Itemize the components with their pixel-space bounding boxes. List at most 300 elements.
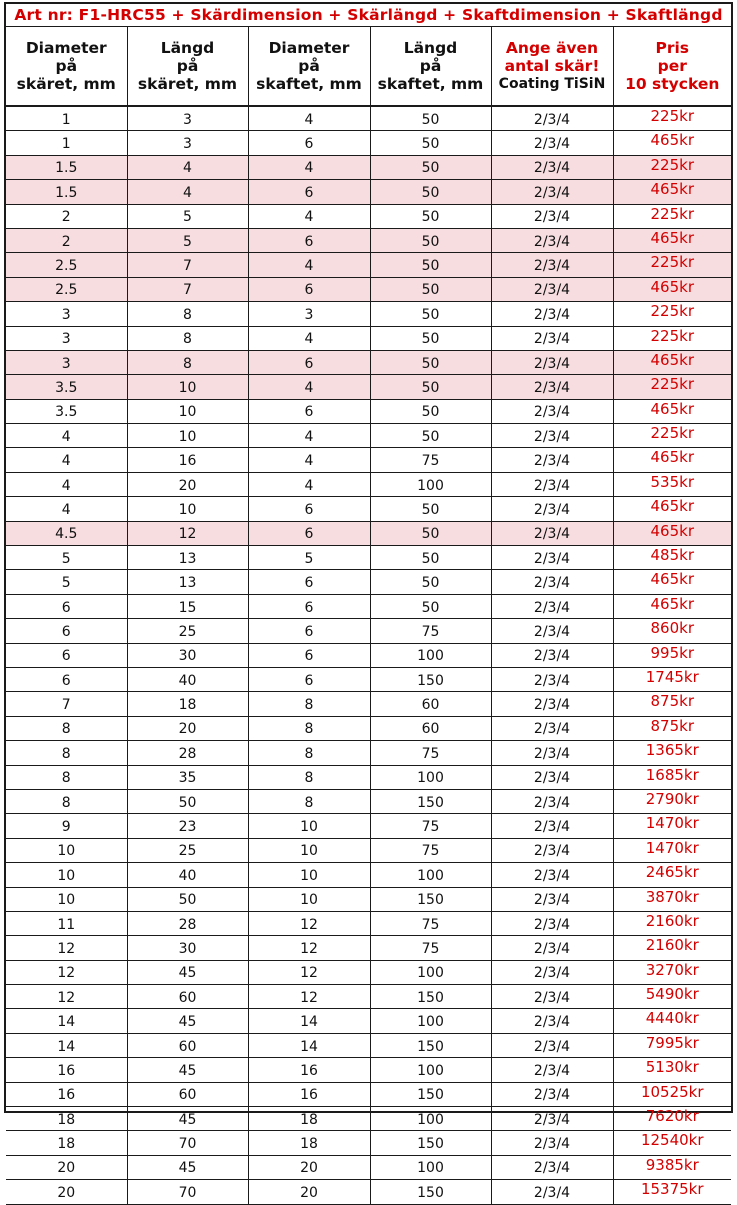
shank-length-cell: 100 [370,863,491,887]
shank-length-cell: 150 [370,789,491,813]
table-row [6,911,731,935]
table-row [6,960,731,984]
flute-options-cell: 2/3/4 [491,667,613,691]
price-cell: 4440kr [613,1009,731,1033]
shank-length-cell: 100 [370,1058,491,1082]
flute-options-cell: 2/3/4 [491,765,613,789]
shank-diameter-cell: 6 [248,667,370,691]
cutter-length-cell: 4 [127,180,248,204]
shank-diameter-cell: 4 [248,472,370,496]
header-row [6,27,731,106]
shank-length-cell: 60 [370,716,491,740]
flute-options-cell: 2/3/4 [491,497,613,521]
shank-length-cell: 100 [370,472,491,496]
cutter-diameter-cell: 4 [6,424,127,448]
table-row [6,936,731,960]
shank-length-cell: 150 [370,1082,491,1106]
cutter-diameter-cell: 16 [6,1058,127,1082]
cutter-length-cell: 60 [127,1033,248,1057]
cutter-diameter-cell: 3.5 [6,375,127,399]
shank-length-cell: 50 [370,375,491,399]
cutter-length-cell: 10 [127,424,248,448]
cutter-length-cell: 12 [127,521,248,545]
table-row [6,1180,731,1204]
table-row [6,424,731,448]
shank-length-cell: 75 [370,619,491,643]
cutter-diameter-cell: 1 [6,106,127,131]
price-cell: 225kr [613,424,731,448]
flute-options-cell: 2/3/4 [491,1107,613,1131]
flute-options-cell: 2/3/4 [491,1058,613,1082]
table-row [6,814,731,838]
cutter-diameter-cell: 3 [6,302,127,326]
cutter-length-cell: 30 [127,936,248,960]
shank-length-cell: 50 [370,253,491,277]
price-cell: 225kr [613,106,731,131]
price-cell: 225kr [613,326,731,350]
cutter-diameter-cell: 10 [6,863,127,887]
table-row [6,985,731,1009]
shank-diameter-cell: 16 [248,1082,370,1106]
cutter-length-cell: 45 [127,1058,248,1082]
price-cell: 7620kr [613,1107,731,1131]
cutter-diameter-cell: 5 [6,546,127,570]
cutter-length-cell: 70 [127,1131,248,1155]
table-row [6,863,731,887]
flute-options-cell: 2/3/4 [491,204,613,228]
cutter-length-cell: 40 [127,863,248,887]
table-row [6,1131,731,1155]
header-cutter-length: Längd på skäret, mm [127,27,248,106]
shank-length-cell: 50 [370,131,491,155]
table-row [6,887,731,911]
shank-diameter-cell: 6 [248,131,370,155]
cutter-diameter-cell: 1 [6,131,127,155]
cutter-length-cell: 13 [127,570,248,594]
cutter-diameter-cell: 14 [6,1033,127,1057]
cutter-length-cell: 3 [127,131,248,155]
shank-length-cell: 150 [370,1180,491,1204]
shank-diameter-cell: 5 [248,546,370,570]
flute-options-cell: 2/3/4 [491,326,613,350]
cutter-diameter-cell: 6 [6,619,127,643]
cutter-length-cell: 40 [127,667,248,691]
table-row [6,180,731,204]
shank-diameter-cell: 4 [248,106,370,131]
cutter-length-cell: 25 [127,619,248,643]
price-cell: 465kr [613,350,731,374]
table-row [6,594,731,618]
price-cell: 465kr [613,448,731,472]
shank-length-cell: 75 [370,741,491,765]
shank-length-cell: 150 [370,985,491,1009]
shank-length-cell: 100 [370,1155,491,1179]
shank-length-cell: 75 [370,838,491,862]
cutter-length-cell: 7 [127,253,248,277]
cutter-length-cell: 15 [127,594,248,618]
cutter-length-cell: 25 [127,838,248,862]
cutter-length-cell: 13 [127,546,248,570]
cutter-length-cell: 7 [127,277,248,301]
flute-options-cell: 2/3/4 [491,424,613,448]
cutter-length-cell: 3 [127,106,248,131]
price-cell: 465kr [613,570,731,594]
shank-length-cell: 50 [370,546,491,570]
price-cell: 10525kr [613,1082,731,1106]
shank-length-cell: 50 [370,204,491,228]
price-cell: 465kr [613,131,731,155]
shank-diameter-cell: 18 [248,1107,370,1131]
table-row [6,472,731,496]
table-row [6,570,731,594]
price-cell: 465kr [613,521,731,545]
shank-length-cell: 75 [370,448,491,472]
price-cell: 1365kr [613,741,731,765]
shank-diameter-cell: 6 [248,570,370,594]
table-body [6,106,731,1204]
shank-diameter-cell: 4 [248,326,370,350]
flute-options-cell: 2/3/4 [491,570,613,594]
table-row [6,741,731,765]
table-row [6,375,731,399]
cutter-diameter-cell: 6 [6,667,127,691]
flute-options-cell: 2/3/4 [491,106,613,131]
flute-options-cell: 2/3/4 [491,838,613,862]
flute-options-cell: 2/3/4 [491,180,613,204]
header-shank-length: Längd på skaftet, mm [370,27,491,106]
cutter-length-cell: 8 [127,326,248,350]
shank-length-cell: 50 [370,302,491,326]
flute-options-cell: 2/3/4 [491,643,613,667]
table-row [6,326,731,350]
price-cell: 465kr [613,228,731,252]
table-row [6,716,731,740]
cutter-length-cell: 50 [127,789,248,813]
shank-diameter-cell: 6 [248,497,370,521]
cutter-diameter-cell: 2 [6,204,127,228]
shank-diameter-cell: 6 [248,228,370,252]
cutter-length-cell: 4 [127,155,248,179]
shank-diameter-cell: 6 [248,594,370,618]
table-row [6,253,731,277]
flute-options-cell: 2/3/4 [491,936,613,960]
flute-options-cell: 2/3/4 [491,302,613,326]
shank-diameter-cell: 14 [248,1009,370,1033]
shank-diameter-cell: 8 [248,765,370,789]
shank-diameter-cell: 12 [248,985,370,1009]
cutter-length-cell: 23 [127,814,248,838]
flute-options-cell: 2/3/4 [491,155,613,179]
table-row [6,1058,731,1082]
table-row [6,1009,731,1033]
price-cell: 2465kr [613,863,731,887]
shank-length-cell: 50 [370,350,491,374]
cutter-diameter-cell: 18 [6,1131,127,1155]
price-table [6,27,731,1205]
price-cell: 465kr [613,594,731,618]
shank-diameter-cell: 10 [248,863,370,887]
cutter-diameter-cell: 16 [6,1082,127,1106]
table-row [6,1082,731,1106]
cutter-diameter-cell: 9 [6,814,127,838]
price-cell: 225kr [613,302,731,326]
cutter-length-cell: 45 [127,1107,248,1131]
price-list-sheet [4,2,733,1201]
shank-length-cell: 60 [370,692,491,716]
shank-length-cell: 50 [370,228,491,252]
flute-options-cell: 2/3/4 [491,985,613,1009]
cutter-diameter-cell: 1.5 [6,155,127,179]
flute-options-cell: 2/3/4 [491,1009,613,1033]
cutter-diameter-cell: 20 [6,1180,127,1204]
cutter-length-cell: 10 [127,497,248,521]
shank-length-cell: 50 [370,326,491,350]
table-row [6,448,731,472]
shank-length-cell: 50 [370,497,491,521]
flute-options-cell: 2/3/4 [491,1155,613,1179]
cutter-length-cell: 28 [127,741,248,765]
cutter-length-cell: 45 [127,1009,248,1033]
price-cell: 535kr [613,472,731,496]
shank-length-cell: 100 [370,1107,491,1131]
shank-length-cell: 100 [370,643,491,667]
shank-length-cell: 50 [370,570,491,594]
table-row [6,1107,731,1131]
shank-diameter-cell: 10 [248,887,370,911]
table-row [6,619,731,643]
cutter-diameter-cell: 7 [6,692,127,716]
flute-options-cell: 2/3/4 [491,911,613,935]
cutter-length-cell: 50 [127,887,248,911]
cutter-length-cell: 20 [127,716,248,740]
shank-length-cell: 50 [370,521,491,545]
cutter-diameter-cell: 1.5 [6,180,127,204]
cutter-diameter-cell: 8 [6,741,127,765]
shank-diameter-cell: 12 [248,960,370,984]
shank-diameter-cell: 6 [248,619,370,643]
cutter-length-cell: 5 [127,204,248,228]
shank-diameter-cell: 8 [248,741,370,765]
price-cell: 1745kr [613,667,731,691]
price-cell: 225kr [613,375,731,399]
price-cell: 875kr [613,716,731,740]
price-cell: 875kr [613,692,731,716]
price-cell: 465kr [613,497,731,521]
flute-options-cell: 2/3/4 [491,277,613,301]
price-cell: 1685kr [613,765,731,789]
header-flutes-coating: Ange även antal skär! Coating TiSiN [491,27,613,106]
flute-options-cell: 2/3/4 [491,375,613,399]
flute-options-cell: 2/3/4 [491,228,613,252]
shank-length-cell: 100 [370,1009,491,1033]
table-row [6,302,731,326]
cutter-length-cell: 60 [127,1082,248,1106]
price-cell: 12540kr [613,1131,731,1155]
table-row [6,155,731,179]
cutter-diameter-cell: 8 [6,765,127,789]
price-cell: 3870kr [613,887,731,911]
cutter-diameter-cell: 14 [6,1009,127,1033]
price-cell: 5490kr [613,985,731,1009]
shank-length-cell: 75 [370,936,491,960]
flute-options-cell: 2/3/4 [491,546,613,570]
flute-options-cell: 2/3/4 [491,521,613,545]
shank-diameter-cell: 20 [248,1155,370,1179]
cutter-length-cell: 30 [127,643,248,667]
table-row [6,204,731,228]
shank-length-cell: 50 [370,180,491,204]
shank-diameter-cell: 14 [248,1033,370,1057]
cutter-diameter-cell: 2.5 [6,277,127,301]
cutter-diameter-cell: 6 [6,643,127,667]
table-row [6,643,731,667]
cutter-length-cell: 70 [127,1180,248,1204]
header-shank-diameter: Diameter på skaftet, mm [248,27,370,106]
cutter-length-cell: 16 [127,448,248,472]
header-price: Pris per 10 stycken [613,27,731,106]
cutter-diameter-cell: 8 [6,789,127,813]
cutter-diameter-cell: 2 [6,228,127,252]
table-row [6,546,731,570]
table-row [6,838,731,862]
flute-options-cell: 2/3/4 [491,448,613,472]
cutter-length-cell: 45 [127,960,248,984]
shank-length-cell: 50 [370,106,491,131]
flute-options-cell: 2/3/4 [491,350,613,374]
price-cell: 485kr [613,546,731,570]
table-row [6,106,731,131]
flute-options-cell: 2/3/4 [491,863,613,887]
cutter-diameter-cell: 20 [6,1155,127,1179]
cutter-length-cell: 18 [127,692,248,716]
cutter-length-cell: 35 [127,765,248,789]
price-cell: 465kr [613,399,731,423]
cutter-length-cell: 10 [127,399,248,423]
price-cell: 2160kr [613,911,731,935]
shank-length-cell: 50 [370,277,491,301]
shank-diameter-cell: 6 [248,350,370,374]
cutter-diameter-cell: 3.5 [6,399,127,423]
shank-diameter-cell: 8 [248,716,370,740]
flute-options-cell: 2/3/4 [491,1082,613,1106]
table-row [6,765,731,789]
table-row [6,789,731,813]
shank-length-cell: 50 [370,594,491,618]
flute-options-cell: 2/3/4 [491,594,613,618]
cutter-diameter-cell: 11 [6,911,127,935]
cutter-diameter-cell: 18 [6,1107,127,1131]
cutter-diameter-cell: 12 [6,985,127,1009]
flute-options-cell: 2/3/4 [491,619,613,643]
price-cell: 7995kr [613,1033,731,1057]
cutter-diameter-cell: 10 [6,838,127,862]
shank-diameter-cell: 16 [248,1058,370,1082]
shank-diameter-cell: 3 [248,302,370,326]
price-cell: 3270kr [613,960,731,984]
flute-options-cell: 2/3/4 [491,399,613,423]
shank-diameter-cell: 4 [248,204,370,228]
cutter-diameter-cell: 3 [6,326,127,350]
table-row [6,399,731,423]
flute-options-cell: 2/3/4 [491,741,613,765]
table-row [6,1155,731,1179]
flute-options-cell: 2/3/4 [491,253,613,277]
flute-options-cell: 2/3/4 [491,789,613,813]
shank-length-cell: 150 [370,887,491,911]
price-cell: 1470kr [613,838,731,862]
cutter-diameter-cell: 5 [6,570,127,594]
cutter-diameter-cell: 4 [6,472,127,496]
table-row [6,667,731,691]
price-cell: 465kr [613,180,731,204]
cutter-length-cell: 45 [127,1155,248,1179]
shank-diameter-cell: 8 [248,789,370,813]
shank-diameter-cell: 8 [248,692,370,716]
shank-diameter-cell: 4 [248,375,370,399]
table-row [6,692,731,716]
shank-length-cell: 50 [370,399,491,423]
price-cell: 225kr [613,155,731,179]
flute-options-cell: 2/3/4 [491,960,613,984]
shank-length-cell: 75 [370,814,491,838]
flute-options-cell: 2/3/4 [491,716,613,740]
cutter-diameter-cell: 3 [6,350,127,374]
shank-diameter-cell: 12 [248,936,370,960]
shank-diameter-cell: 4 [248,448,370,472]
flute-options-cell: 2/3/4 [491,1180,613,1204]
cutter-diameter-cell: 12 [6,936,127,960]
shank-diameter-cell: 10 [248,838,370,862]
price-cell: 225kr [613,204,731,228]
price-cell: 15375kr [613,1180,731,1204]
cutter-length-cell: 5 [127,228,248,252]
flute-options-cell: 2/3/4 [491,814,613,838]
shank-diameter-cell: 10 [248,814,370,838]
shank-length-cell: 150 [370,1033,491,1057]
cutter-diameter-cell: 6 [6,594,127,618]
cutter-diameter-cell: 8 [6,716,127,740]
shank-diameter-cell: 4 [248,253,370,277]
price-cell: 1470kr [613,814,731,838]
flute-options-cell: 2/3/4 [491,887,613,911]
cutter-length-cell: 20 [127,472,248,496]
cutter-length-cell: 10 [127,375,248,399]
flute-options-cell: 2/3/4 [491,1033,613,1057]
shank-diameter-cell: 18 [248,1131,370,1155]
cutter-diameter-cell: 4 [6,497,127,521]
shank-diameter-cell: 4 [248,424,370,448]
shank-diameter-cell: 20 [248,1180,370,1204]
flute-options-cell: 2/3/4 [491,131,613,155]
shank-diameter-cell: 6 [248,399,370,423]
shank-diameter-cell: 6 [248,277,370,301]
cutter-diameter-cell: 2.5 [6,253,127,277]
table-row [6,521,731,545]
shank-length-cell: 100 [370,765,491,789]
shank-diameter-cell: 12 [248,911,370,935]
shank-length-cell: 150 [370,1131,491,1155]
price-cell: 225kr [613,253,731,277]
cutter-length-cell: 60 [127,985,248,1009]
shank-length-cell: 75 [370,911,491,935]
cutter-length-cell: 8 [127,350,248,374]
shank-length-cell: 50 [370,424,491,448]
cutter-diameter-cell: 4 [6,448,127,472]
cutter-diameter-cell: 12 [6,960,127,984]
table-row [6,497,731,521]
shank-diameter-cell: 6 [248,521,370,545]
shank-diameter-cell: 6 [248,180,370,204]
